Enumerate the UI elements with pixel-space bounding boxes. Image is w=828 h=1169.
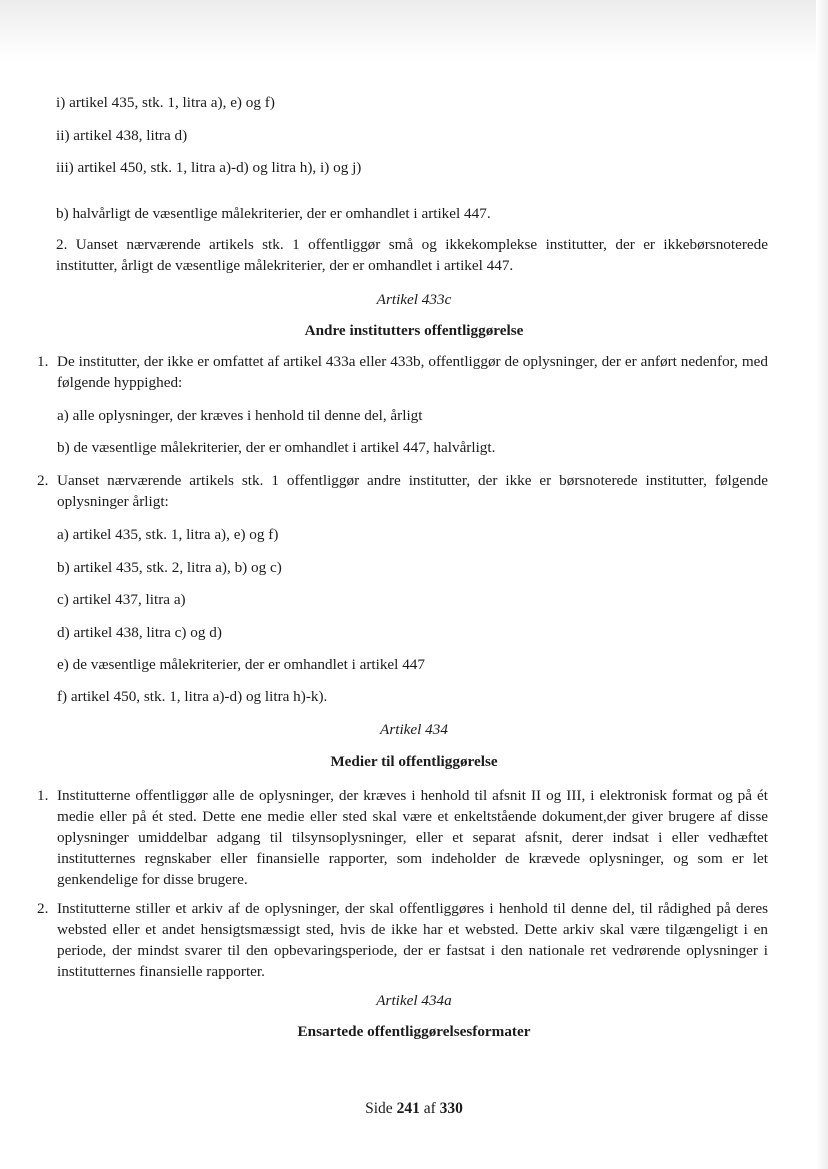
list-item: ii) artikel 438, litra d): [56, 127, 188, 144]
paragraph: 2. Uanset nærværende artikels stk. 1 offentliggør små og ikkekomplekse institutter, der er ikkebørsnoterede institutter, årligt de væsentlige målekriterier, der er omhandlet i artikel 447.: [56, 236, 768, 274]
paragraph: Institutterne offentliggør alle de oplysninger, der kræves i henhold til afsnit II og III, i elektronisk format og på ét medie eller på ét sted. Dette ene medie eller sted skal være et enkeltstående dokument,der giver brugere af disse oplysninger umiddelbar adgang til tilsynsoplysninger, eller et separat afsnit, derer indsat i eller vedhæftet institutternes regnskaber eller finansielle rapporter, som indeholder de krævede oplysninger, og som er let genkendelige for disse brugere.: [57, 787, 768, 888]
paragraph-number: 1.: [37, 353, 49, 370]
page-total: 330: [439, 1100, 463, 1117]
paragraph: Uanset nærværende artikels stk. 1 offentliggør andre institutter, der ikke er børsnoterede institutter, følgende oplysninger årligt:: [57, 472, 768, 510]
scan-shadow: [0, 0, 828, 60]
list-item: c) artikel 437, litra a): [57, 591, 186, 608]
paragraph: Institutterne stiller et arkiv af de oplysninger, der skal offentliggøres i henhold til denne del, til rådighed på deres websted eller et andet hensigtsmæssigt sted, hvis de ikke har et websted. Dette arkiv skal være tilgængeligt i en periode, der mindst svarer til den opbevaringsperiode, der er fastsat i den nationale ret vedrørende oplysninger i institutternes finansielle rapporter.: [57, 900, 768, 980]
list-item: i) artikel 435, stk. 1, litra a), e) og f): [56, 94, 275, 111]
footer-prefix: Side: [365, 1100, 393, 1117]
paragraph-number: 2.: [37, 900, 49, 917]
article-title: Ensartede offentliggørelsesformater: [297, 1023, 531, 1040]
paragraph-number: 1.: [37, 787, 49, 804]
list-item: d) artikel 438, litra c) og d): [57, 624, 222, 641]
page-number: 241: [396, 1100, 420, 1117]
footer-middle: af: [423, 1100, 436, 1117]
paragraph-number: 2.: [37, 472, 49, 489]
article-number: Artikel 434: [380, 721, 448, 738]
list-item: b) de væsentlige målekriterier, der er omhandlet i artikel 447, halvårligt.: [57, 439, 496, 456]
paragraph: De institutter, der ikke er omfattet af artikel 433a eller 433b, offentliggør de oplysninger, der er anført nedenfor, med følgende hyppighed:: [57, 353, 768, 391]
list-item: a) artikel 435, stk. 1, litra a), e) og f): [57, 526, 279, 543]
list-item: b) halvårligt de væsentlige målekriterier, der er omhandlet i artikel 447.: [56, 205, 491, 222]
article-title: Andre institutters offentliggørelse: [304, 322, 524, 339]
page-footer: [0, 1100, 828, 1118]
article-number: Artikel 433c: [376, 291, 452, 308]
list-item: a) alle oplysninger, der kræves i henhold til denne del, årligt: [57, 407, 423, 424]
list-item: b) artikel 435, stk. 2, litra a), b) og c): [57, 559, 282, 576]
article-title: Medier til offentliggørelse: [330, 753, 498, 770]
article-number: Artikel 434a: [376, 992, 452, 1009]
list-item: e) de væsentlige målekriterier, der er omhandlet i artikel 447: [57, 656, 425, 673]
list-item: f) artikel 450, stk. 1, litra a)-d) og litra h)-k).: [57, 688, 328, 705]
list-item: iii) artikel 450, stk. 1, litra a)-d) og litra h), i) og j): [56, 159, 362, 176]
